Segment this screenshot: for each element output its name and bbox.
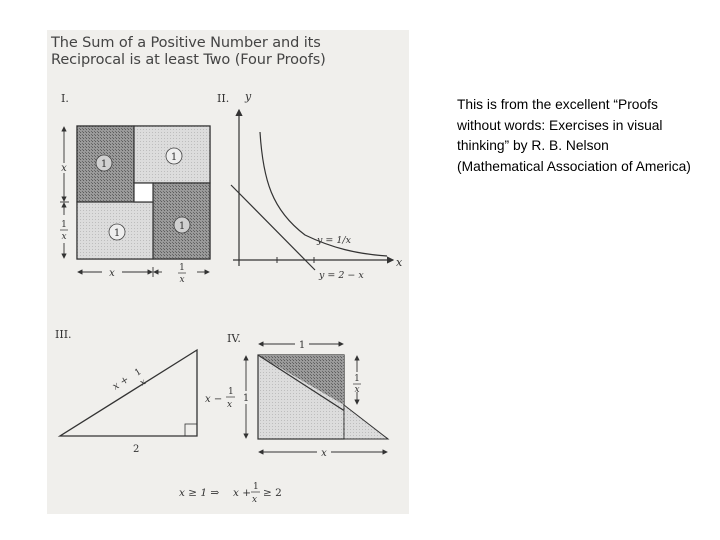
right-dim-num: 1 <box>354 374 360 384</box>
square-label-4: 1 <box>113 228 121 239</box>
proof-3-triangle <box>60 350 197 436</box>
book-page-scan <box>47 30 409 514</box>
line-label: y = 2 − x <box>319 270 364 281</box>
title-line-2: Reciprocal is at least Two (Four Proofs) <box>51 52 326 68</box>
square-label-1: 1 <box>100 159 108 170</box>
conclusion-mid: x + <box>233 487 252 499</box>
leg-frac-den: x <box>227 400 233 410</box>
leg-frac-num: 1 <box>228 387 234 397</box>
axis-y-label: y <box>245 90 252 103</box>
proofs-figure <box>47 30 409 514</box>
hypotenuse-frac-den: x <box>138 377 148 389</box>
title-line-1: The Sum of a Positive Number and its <box>51 35 321 51</box>
dim-reciprocal-vertical-den: x <box>61 232 67 242</box>
proof-4-figure <box>258 355 388 439</box>
left-dim-label: 1 <box>242 393 250 404</box>
conclusion-lead: x ≥ 1 ⇒ <box>179 487 220 499</box>
conclusion-tail: ≥ 2 <box>263 487 282 499</box>
proof-label-3: III. <box>55 328 72 341</box>
dim-reciprocal-horizontal-den: x <box>179 275 185 285</box>
proof-label-1: I. <box>61 92 69 105</box>
hypotenuse-frac-num: 1 <box>133 367 144 379</box>
dim-reciprocal-vertical-num: 1 <box>61 220 67 230</box>
leg-label: x − <box>205 394 223 405</box>
dim-x-vertical: x <box>61 163 67 174</box>
proof-label-2: II. <box>217 92 230 105</box>
proof-1-squares <box>77 126 210 259</box>
base-label: 2 <box>133 444 140 455</box>
source-note: This is from the excellent “Proofs without words: Exercises in visual thinking” by R. B. Nelson (Mathematical Association of America) <box>457 97 691 174</box>
conclusion-frac-den: x <box>252 495 258 505</box>
right-dim-den: x <box>354 385 360 395</box>
dim-x-horizontal: x <box>109 268 115 279</box>
conclusion-frac-num: 1 <box>253 482 259 492</box>
bottom-dim-label: x <box>321 448 327 459</box>
hypotenuse-label: x + <box>110 374 132 393</box>
dim-reciprocal-horizontal-num: 1 <box>179 263 185 273</box>
proof-2-graph <box>231 110 393 270</box>
curve-label: y = 1/x <box>317 235 351 246</box>
square-label-2: 1 <box>170 152 178 163</box>
proof-label-4: IV. <box>227 332 241 345</box>
axis-x-label: x <box>396 256 403 269</box>
square-label-3: 1 <box>178 221 186 232</box>
top-dim-label: 1 <box>298 340 306 351</box>
